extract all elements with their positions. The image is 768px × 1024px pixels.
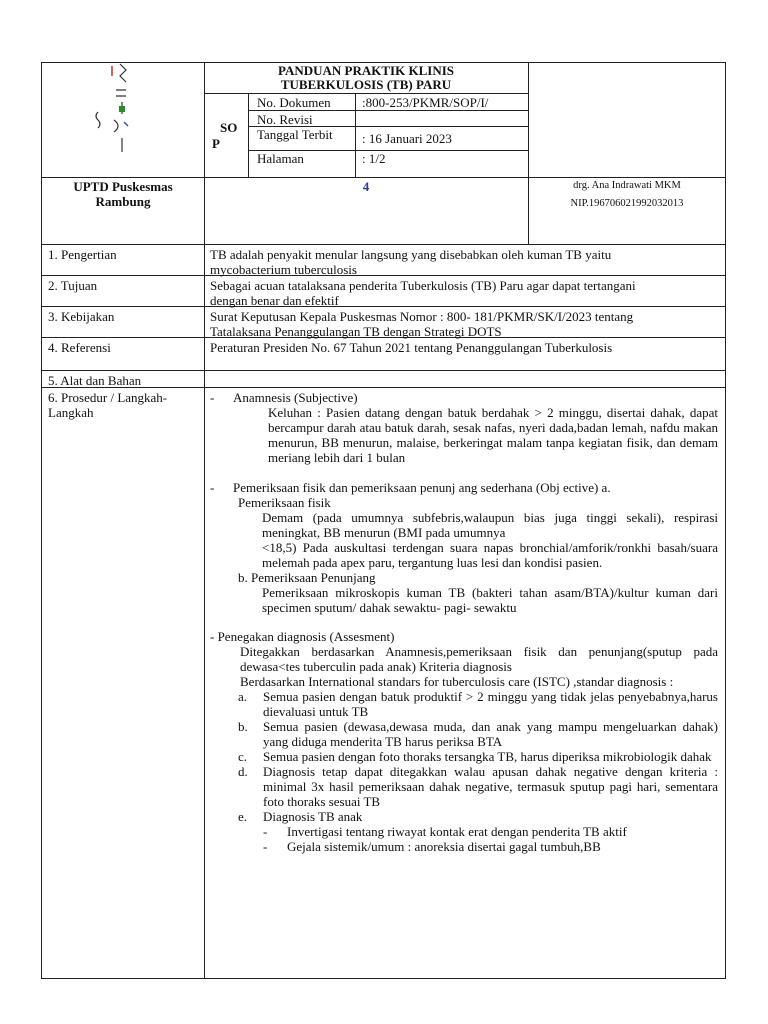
signature-block (530, 177, 724, 213)
content-tujuan (210, 278, 720, 308)
list-item (238, 764, 720, 809)
sublist-item (263, 824, 720, 839)
issue-date-value: : 16 Januari 2023 (362, 131, 452, 146)
list-item-text: Semua pasien (dewasa,dewasa muda, dan anak yang mampu mengeluarkan dahak) yang diduga menderita TB harus periksa BTA (263, 719, 718, 749)
list-item-text: Diagnosis tetap dapat ditegakkan walau apusan dahak negative dengan kriteria : minimal 3x hasil pemeriksaan dahak negative, termasuk sputup pagi hari, sementara foto thoraks sesuai TB (263, 764, 718, 809)
dash-marker: - (210, 480, 215, 495)
penegakan-paragraph-1: Ditegakkan berdasarkan Anamnesis,pemeriksaan fisik dan penunjang(sputup pada dewasa<tes tuberculin pada anak) Kriteria diagnosis (240, 644, 718, 674)
signer-nip: NIP.196706021992032013 (570, 198, 684, 209)
list-marker: c. (238, 749, 248, 764)
page-mark: 4 (362, 179, 370, 194)
pemeriksaan-heading-text: Pemeriksaan fisik dan pemeriksaan penunj ang sederhana (Obj ective) a. (233, 480, 611, 495)
page-value: : 1/2 (362, 151, 386, 166)
list-item-text: Semua pasien dengan batuk produktif > 2 minggu yang tidak jelas penyebabnya,harus dievaluasi untuk TB (263, 689, 718, 719)
list-item-text: Semua pasien dengan foto thoraks tersangka TB, harus diperiksa mikrobiologik dahak (263, 749, 712, 764)
doc-number-label: No. Dokumen (257, 95, 331, 110)
label-alat-bahan: 5. Alat dan Bahan (48, 373, 142, 388)
label-referensi: 4. Referensi (48, 340, 111, 355)
label-prosedur (48, 390, 167, 420)
list-item (238, 719, 720, 749)
keluhan-paragraph: Keluhan : Pasien datang dengan batuk berdahak > 2 minggu, disertai dahak, dapat bercampur darah atau batuk darah, sesak nafas, nyeri dada,badan lemah, nafdu makan menurun, BB menurun, malaise, berkeringat malam tanpa kegiatan fisik, dan demam meriang lebih dari 1 bulan (268, 405, 718, 465)
dash-marker: - (210, 390, 215, 405)
label-prosedur-line-1: 6. Prosedur / Langkah- (48, 390, 168, 405)
doc-number-value: :800-253/PKMR/SOP/I/ (362, 95, 489, 110)
pemeriksaan-heading (210, 480, 720, 495)
page-label: Halaman (257, 151, 304, 166)
document-title (206, 64, 526, 92)
tujuan-line-1: Sebagai acuan tatalaksana penderita Tuberkulosis (TB) Paru agar dapat tertangani (210, 278, 636, 293)
label-kebijakan: 3. Kebijakan (48, 309, 115, 324)
title-line-2: TUBERKULOSIS (TB) PARU (280, 77, 452, 92)
list-item (238, 809, 720, 824)
fisik-heading: Pemeriksaan fisik (238, 495, 331, 510)
content-pengertian (210, 247, 720, 277)
tujuan-line-2: dengan benar dan efektif (210, 293, 339, 308)
procedure-content (210, 390, 720, 854)
sublist-item-text: Invertigasi tentang riwayat kontak erat dengan penderita TB aktif (287, 824, 627, 839)
org-line-1: UPTD Puskesmas (73, 179, 173, 194)
sop-label-line-1: SO (220, 120, 238, 135)
organization-name (42, 179, 204, 209)
fisik-paragraph-2: <18,5) Pada auskultasi terdengan suara napas bronchial/amforik/ronkhi basah/suara melemah pada apex paru, tergantung luas lesi dan kondisi pasien. (262, 540, 718, 570)
revision-label: No. Revisi (257, 112, 313, 127)
pengertian-line-2: mycobacterium tuberculosis (210, 262, 357, 277)
signer-name: drg. Ana Indrawati MKM (573, 180, 681, 191)
dash-marker: - (263, 839, 268, 854)
list-marker: a. (238, 689, 248, 704)
issue-date-label: Tanggal Terbit (257, 127, 333, 142)
sublist-item (263, 839, 720, 854)
penegakan-paragraph-2: Berdasarkan International standars for tuberculosis care (ISTC) ,standar diagnosis : (240, 674, 674, 689)
anamnesis-heading (210, 390, 720, 405)
kebijakan-line-1: Surat Keputusan Kepala Puskesmas Nomor : 800- 181/PKMR/SK/I/2023 tentang (210, 309, 634, 324)
content-referensi: Peraturan Presiden No. 67 Tahun 2021 tentang Penanggulangan Tuberkulosis (210, 340, 613, 355)
list-item (238, 749, 720, 764)
label-pengertian: 1. Pengertian (48, 247, 117, 262)
title-line-1: PANDUAN PRAKTIK KLINIS (278, 63, 454, 78)
list-marker: e. (238, 809, 248, 824)
sublist-item-text: Gejala sistemik/umum : anoreksia disertai gagal tumbuh,BB (287, 839, 601, 854)
anak-sublist (238, 824, 720, 854)
diagnosis-criteria-list (238, 689, 720, 854)
anamnesis-heading-text: Anamnesis (Subjective) (233, 390, 358, 405)
kebijakan-line-2: Tatalaksana Penanggulangan TB dengan Strategi DOTS (210, 324, 502, 339)
penunjang-paragraph: Pemeriksaan mikroskopis kuman TB (bakteri tahan asam/BTA)/kultur kuman dari specimen sputum/ dahak sewaktu- pagi- sewaktu (262, 585, 718, 615)
dash-marker: - (263, 824, 268, 839)
content-kebijakan (210, 309, 720, 339)
list-item (238, 689, 720, 719)
label-prosedur-line-2: Langkah (48, 405, 94, 420)
pengertian-line-1: TB adalah penyakit menular langsung yang disebabkan oleh kuman TB yaitu (210, 247, 612, 262)
penunjang-heading: b. Pemeriksaan Penunjang (238, 570, 376, 585)
institution-logo (92, 62, 192, 172)
sop-label (212, 120, 237, 152)
penegakan-heading: - Penegakan diagnosis (Assesment) (210, 629, 395, 644)
sop-label-line-2: P (212, 136, 220, 151)
list-marker: d. (238, 764, 248, 779)
org-line-2: Rambung (95, 194, 151, 209)
list-marker: b. (238, 719, 248, 734)
anak-heading: Diagnosis TB anak (263, 809, 363, 824)
label-tujuan: 2. Tujuan (48, 278, 98, 293)
fisik-paragraph-1: Demam (pada umumnya subfebris,walaupun bias juga tinggi sekali), respirasi meningkat, BB menurun (BMI pada umumnya (262, 510, 718, 540)
